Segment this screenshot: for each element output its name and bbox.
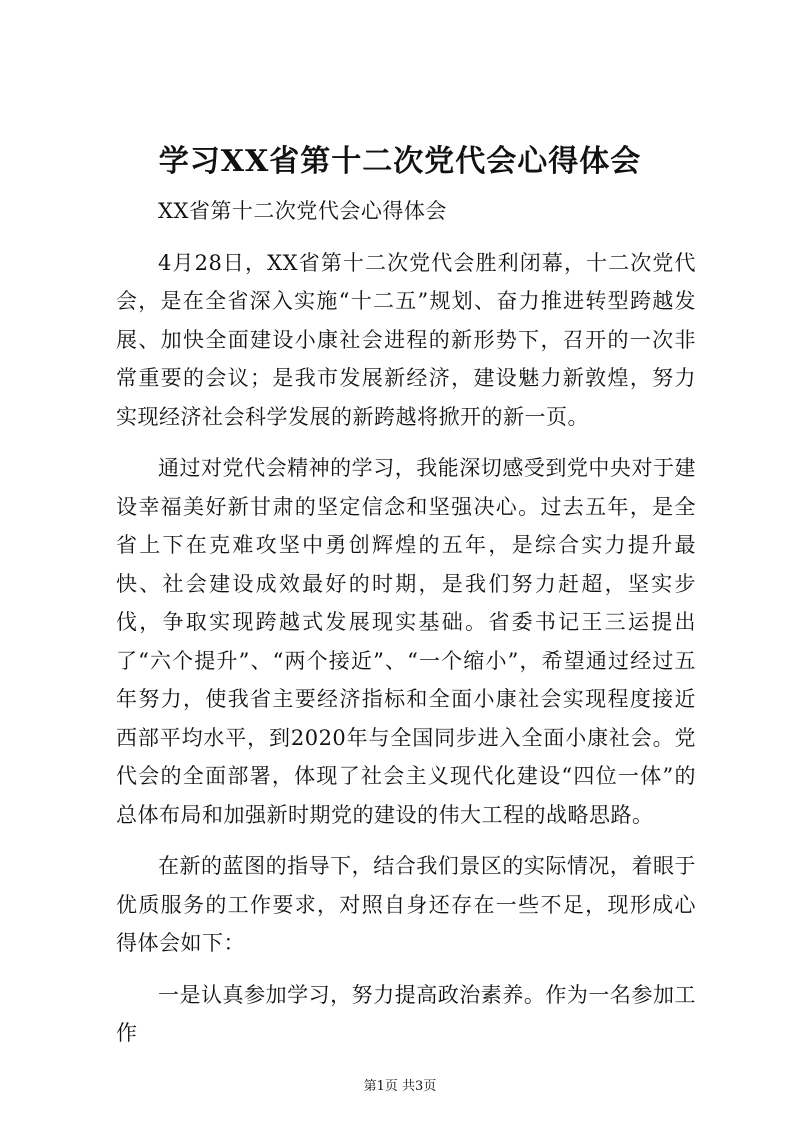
- paragraph: 通过对党代会精神的学习，我能深切感受到党中央对于建设幸福美好新甘肃的坚定信念和坚强决心。过去五年，是全省上下在克难攻坚中勇创辉煌的五年，是综合实力提升最快、社会建设成效最好的时期，是我们努力赶超，坚实步伐，争取实现跨越式发展现实基础。省委书记王三运提出了“六个提升”、“两个接近”、“一个缩小”，希望通过经过五年努力，使我省主要经济指标和全面小康社会实现程度接近西部平均水平，到2020年与全国同步进入全面小康社会。党代会的全面部署，体现了社会主义现代化建设“四位一体”的总体布局和加强新时期党的建设的伟大工程的战略思路。: [116, 456, 696, 827]
- page-number-footer: 第1页 共3页: [363, 1079, 437, 1094]
- paragraph: 一是认真参加学习，努力提高政治素养。作为一名参加工作: [116, 982, 696, 1045]
- document-title: 学习XX省第十二次党代会心得体会: [158, 144, 642, 179]
- paragraph: 在新的蓝图的指导下，结合我们景区的实际情况，着眼于优质服务的工作要求，对照自身还存在一些不足，现形成心得体会如下：: [116, 854, 696, 955]
- document-body: [116, 192, 696, 1066]
- paragraph-subtitle: XX省第十二次党代会心得体会: [158, 199, 447, 223]
- paragraph: 4月28日，XX省第十二次党代会胜利闭幕，十二次党代会，是在全省深入实施“十二五”规划、奋力推进转型跨越发展、加快全面建设小康社会进程的新形势下，召开的一次非常重要的会议；是我市发展新经济，建设魅力新敦煌，努力实现经济社会科学发展的新跨越将掀开的新一页。: [116, 250, 696, 429]
